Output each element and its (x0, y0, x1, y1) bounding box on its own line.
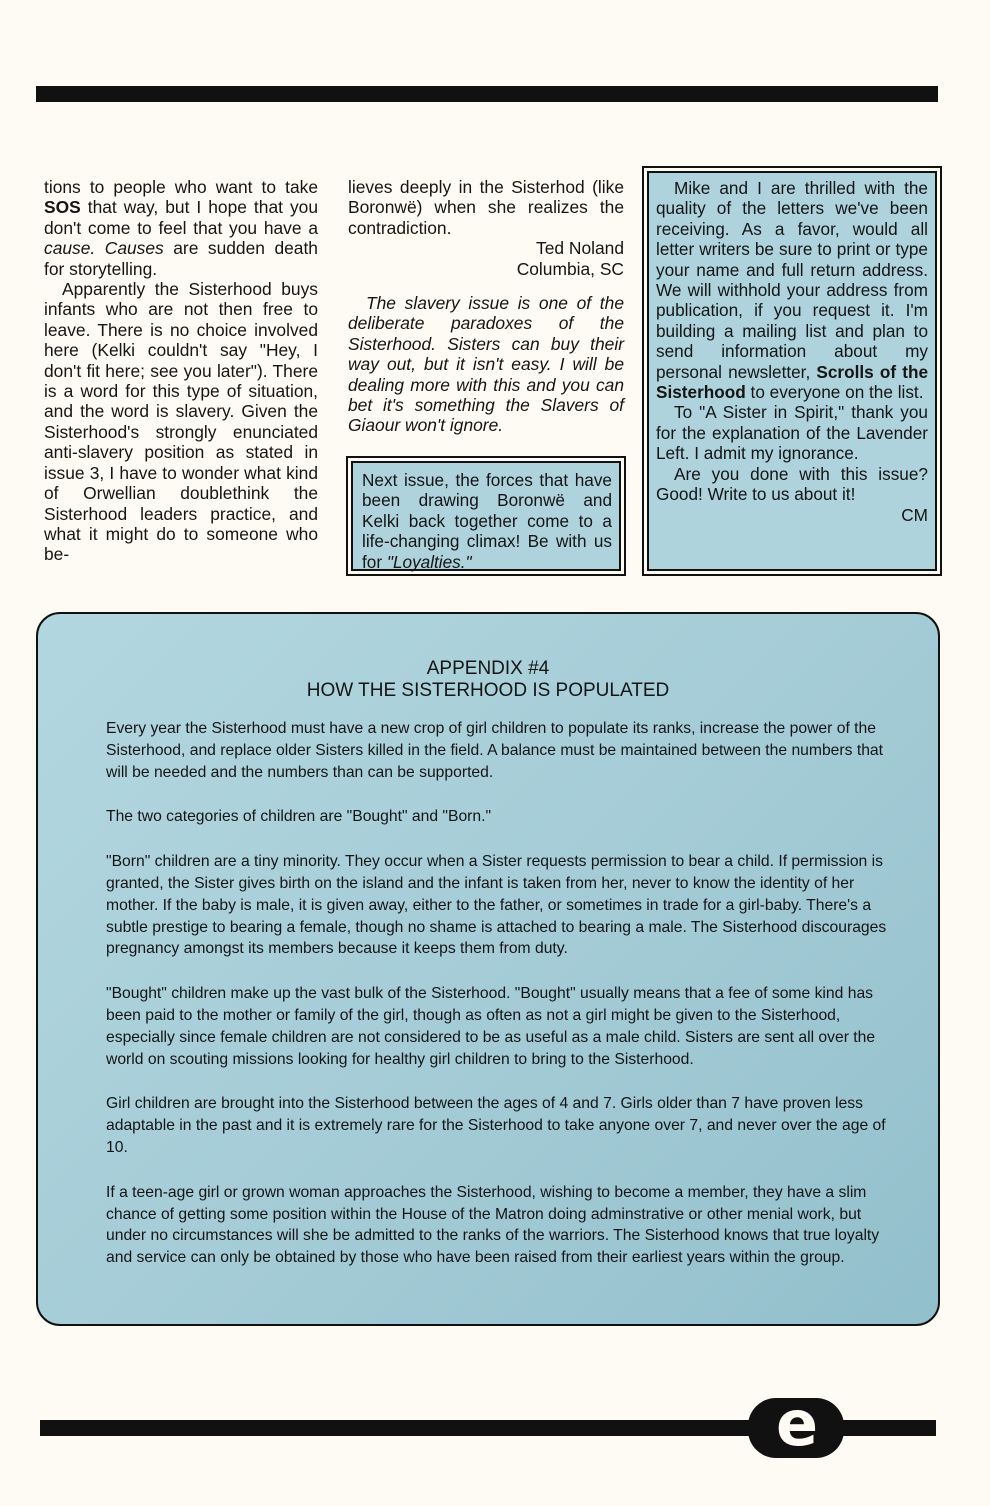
editor-sidebar-box (642, 166, 942, 576)
appendix-title-line-2: HOW THE SISTERHOOD IS POPULATED (306, 680, 670, 701)
next-issue-text: Next issue, the forces that have been drawing Boronwë and Kelki back together come to a life-changing climax! Be with us for "Loyalties." (362, 470, 612, 572)
appendix-title-line-1: APPENDIX #4 (426, 658, 550, 679)
publisher-logo: e (748, 1398, 844, 1458)
appendix-paragraph: Every year the Sisterhood must have a new crop of girl children to populate its ranks, increase the power of the Sisterhood, and replace older Sisters killed in the field. A balance must be maintained between the numbers that will be needed and the numbers than can be supported. (106, 720, 883, 781)
appendix-paragraph: The two categories of children are "Bought" and "Born." (106, 808, 492, 826)
sidebar-paragraph: To "A Sister in Spirit," thank you for the explanation of the Lavender Left. I admit my ignorance. (656, 402, 928, 464)
appendix-panel (36, 612, 940, 1326)
next-issue-box (346, 456, 626, 576)
signature-name: Ted Noland (536, 238, 624, 259)
sidebar-initials: CM (901, 504, 928, 525)
appendix-title (38, 658, 938, 702)
signature-place: Columbia, SC (516, 258, 624, 279)
appendix-paragraph: "Bought" children make up the vast bulk of the Sisterhood. "Bought" usually means that a fee of some kind has been paid to the mother or family of the girl, though as often as not a girl might be given to the Sisterhood, especially since female children are not considered to be as useful as a male child. Sisters are sent all over the world on scouting missions looking for healthy girl children to bring to the Sisterhood. (106, 985, 876, 1068)
appendix-paragraph: If a teen-age girl or grown woman approaches the Sisterhood, wishing to become a member, they have a slim chance of getting some position within the House of the Matron doing adminstrative or other menial work, but under no circumstances will she be admitted to the ranks of the warriors. The Sisterhood knows that true loyalty and service can only be obtained by those who have been raised from their earliest years within the group. (106, 1183, 880, 1267)
editor-reply: The slavery issue is one of the deliberate paradoxes of the Sisterhood. Sisters can buy their way out, but it isn't easy. I will be dealing more with this and you can bet it's something the Slavers of Giaour won't ignore. (348, 293, 624, 436)
sidebar-paragraph: Are you done with this issue? Good! Write to us about it! (656, 463, 928, 505)
letter-column-1 (44, 177, 318, 565)
sidebar-paragraph: Mike and I are thrilled with the quality of the letters we've been receiving. As a favor, would all letter writers be sure to print or type your name and full return address. We will withhold your address from publication, if you request it. I'm building a mailing list and plan to send information about my personal newsletter, Scrolls of the Sisterhood to everyone on the list. (656, 178, 928, 403)
letter-paragraph: lieves deeply in the Sisterhod (like Boronwë) when she realizes the contradiction. (348, 177, 624, 238)
top-rule (36, 86, 938, 102)
appendix-paragraph: Girl children are brought into the Sisterhood between the ages of 4 and 7. Girls older than 7 have proven less adaptable in the past and it is extremely rare for the Sisterhood to take anyone over 7, and never over the age of 10. (106, 1095, 886, 1156)
letter-column-2 (348, 177, 624, 436)
letter-paragraph: Apparently the Sisterhood buys infants who are not then free to leave. There is no choice involved here (Kelki couldn't say "Hey, I don't fit here; see you later"). There is a word for this type of situation, and the word is slavery. Given the Sisterhood's strongly enunciated anti-slavery position as stated in issue 3, I have to wonder what kind of Orwellian doublethink the Sisterhood leaders practice, and what it might do to someone who be- (44, 279, 318, 565)
appendix-paragraph: "Born" children are a tiny minority. They occur when a Sister requests permission to bear a child. If permission is granted, the Sister gives birth on the island and the infant is taken from her, never to know the identity of her mother. If the baby is male, it is given away, either to the father, or sometimes in trade for a girl-baby. There's a subtle prestige to bearing a female, though no shame is attached to bearing a male. The Sisterhood discourages pregnancy amongst its members because it keeps them from duty. (106, 853, 887, 958)
appendix-body (106, 718, 896, 1292)
letter-paragraph: tions to people who want to take SOS that way, but I hope that you don't come to feel that you have a cause. Causes are sudden death for storytelling. (44, 177, 318, 279)
